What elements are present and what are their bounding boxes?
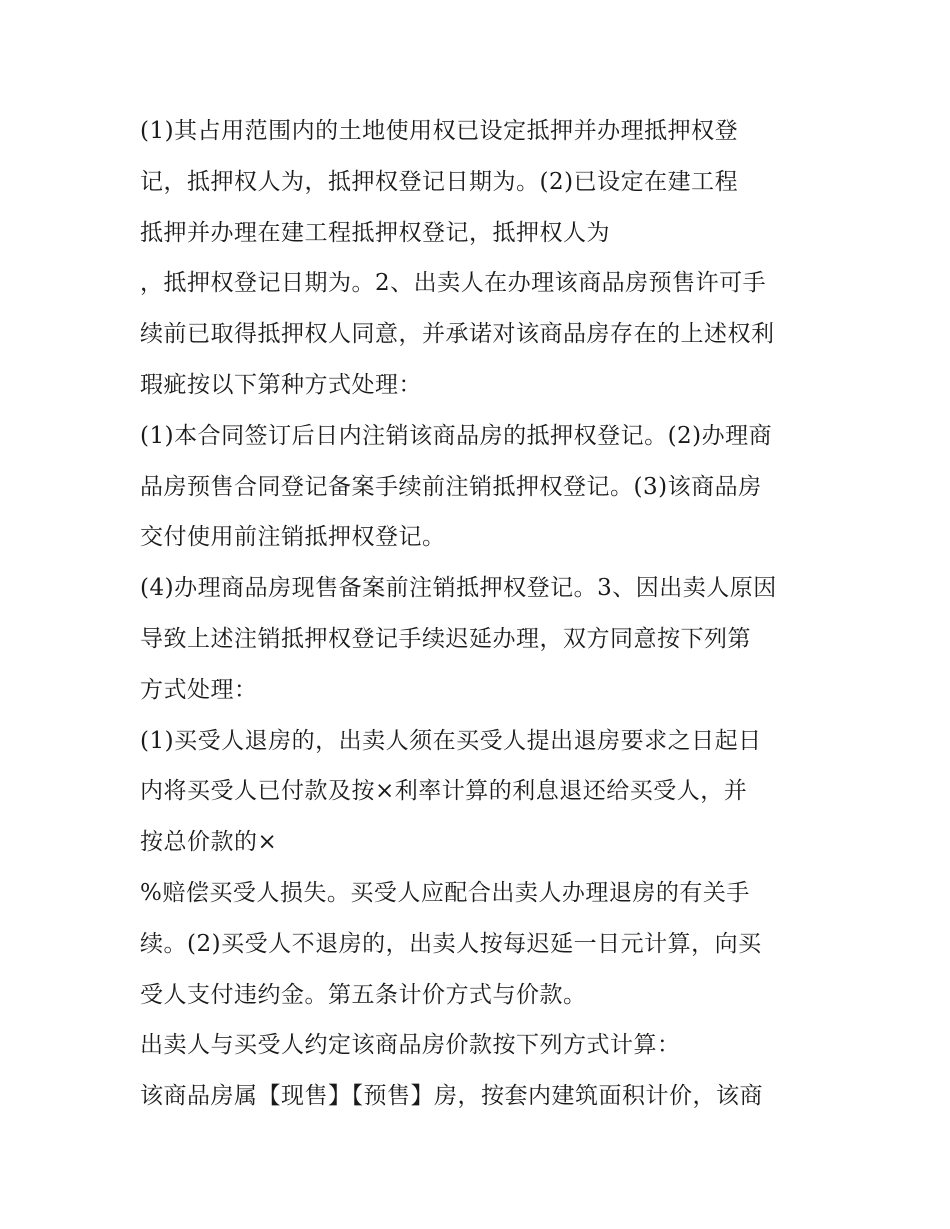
text-line-20: 该商品房属【现售】【预售】房，按套内建筑面积计价，该商	[140, 1083, 763, 1110]
contract-text	[140, 106, 830, 1122]
text-line-13: (1)买受人退房的，出卖人须在买受人提出退房要求之日起日	[140, 727, 762, 754]
text-line-8: 品房预售合同登记备案手续前注销抵押权登记。(3)该商品房	[140, 473, 762, 500]
text-line-18: 受人支付违约金。第五条计价方式与价款。	[140, 981, 587, 1008]
text-line-10: (4)办理商品房现售备案前注销抵押权登记。3、因出卖人原因	[140, 575, 777, 602]
text-line-3: 抵押并办理在建工程抵押权登记，抵押权人为	[140, 219, 610, 246]
text-line-7: (1)本合同签订后日内注销该商品房的抵押权登记。(2)办理商	[140, 422, 773, 449]
text-line-15: 按总价款的×	[140, 829, 278, 856]
text-line-9: 交付使用前注销抵押权登记。	[140, 524, 446, 551]
text-line-17: 续。(2)买受人不退房的，出卖人按每迟延一日元计算，向买	[140, 930, 762, 957]
text-line-11: 导致上述注销抵押权登记手续迟延办理，双方同意按下列第	[140, 625, 751, 652]
text-line-6: 瑕疵按以下第种方式处理：	[140, 371, 422, 398]
text-line-19: 出卖人与买受人约定该商品房价款按下列方式计算：	[140, 1032, 681, 1059]
text-line-16: %赔偿买受人损失。买受人应配合出卖人办理退房的有关手	[140, 879, 750, 906]
text-line-2: 记，抵押权人为，抵押权登记日期为。(2)已设定在建工程	[140, 168, 739, 195]
text-line-4: ，抵押权登记日期为。2、出卖人在办理该商品房预售许可手	[140, 270, 767, 297]
text-line-1: (1)其占用范围内的土地使用权已设定抵押并办理抵押权登	[140, 118, 739, 144]
text-line-12: 方式处理：	[140, 676, 258, 703]
text-line-5: 续前已取得抵押权人同意，并承诺对该商品房存在的上述权利	[140, 321, 775, 348]
text-line-14: 内将买受人已付款及按×利率计算的利息退还给买受人，并	[140, 778, 748, 805]
